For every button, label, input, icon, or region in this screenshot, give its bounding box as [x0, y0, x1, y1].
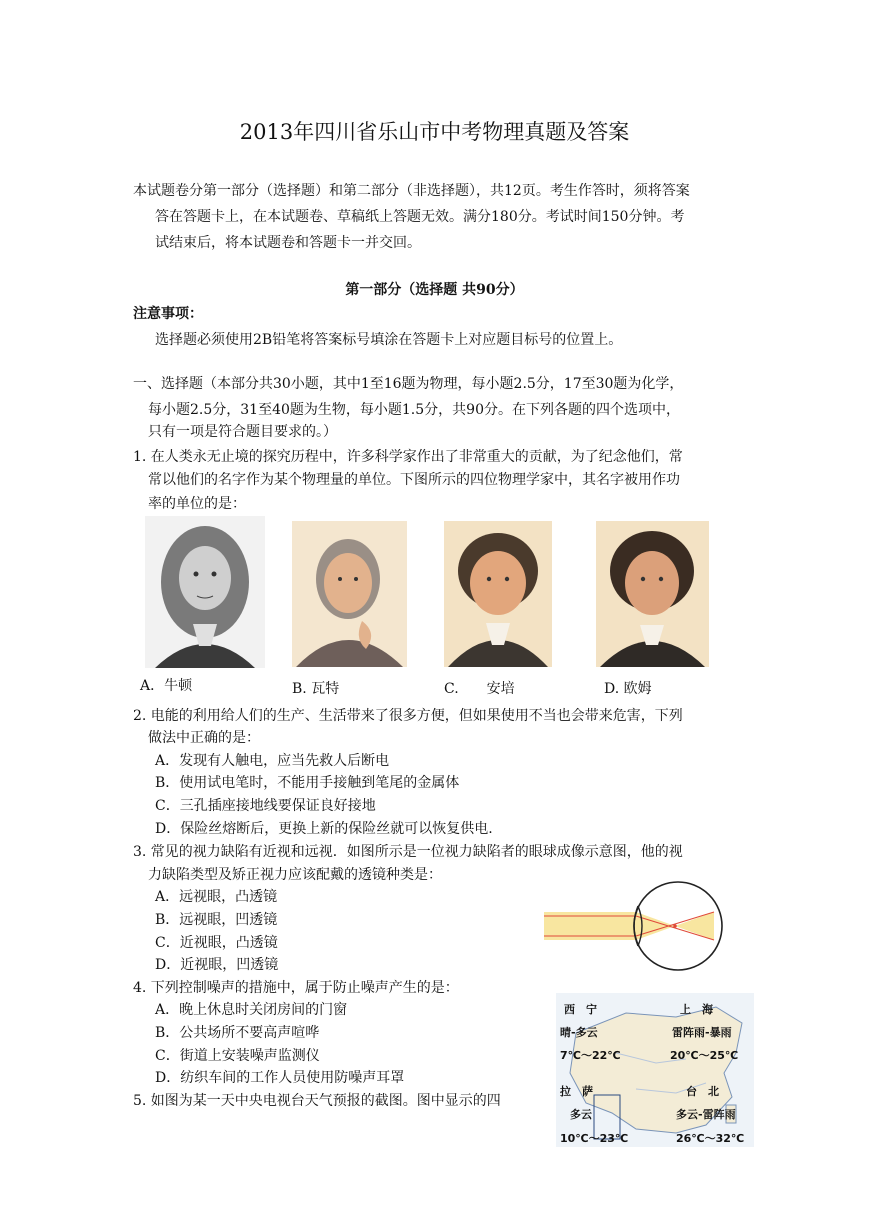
q1-line-3: 率的单位的是：	[148, 496, 246, 512]
notice-heading: 注意事项：	[133, 306, 203, 322]
q3-line-2: 力缺陷类型及矫正视力应该配戴的透镜种类是：	[148, 867, 442, 883]
q2-line-1: 2. 电能的利用给人们的生产、生活带来了很多方便，但如果使用不当也会带来危害，下列	[133, 708, 683, 724]
newton-portrait	[145, 516, 265, 668]
q1-option-d: D. 欧姆	[604, 681, 652, 697]
q4-option-d: D．纺织车间的工作人员使用防噪声耳罩	[155, 1070, 405, 1086]
shanghai-city: 上 海	[680, 1003, 713, 1016]
shanghai-weather: 雷阵雨-暴雨	[672, 1026, 732, 1039]
q2-option-d: D．保险丝熔断后，更换上新的保险丝就可以恢复供电.	[155, 821, 493, 837]
lasa-temp: 10℃～23℃	[560, 1132, 629, 1145]
q4-stem: 4. 下列控制噪声的措施中，属于防止噪声产生的是：	[133, 980, 459, 996]
taibei-city: 台 北	[686, 1085, 719, 1098]
q2-option-b: B．使用试电笔时，不能用手接触到笔尾的金属体	[155, 775, 460, 791]
q2-option-c: C．三孔插座接地线要保证良好接地	[155, 798, 376, 814]
part1-heading: 第一部分（选择题 共90分）	[345, 282, 524, 298]
lasa-weather: 多云	[570, 1108, 592, 1121]
xining-weather: 晴-多云	[560, 1026, 598, 1039]
q1-option-c: C. 安培	[444, 681, 515, 697]
q3-option-b: B．远视眼，凹透镜	[155, 912, 278, 928]
q3-option-a: A．远视眼，凸透镜	[155, 889, 278, 905]
q4-option-a: A．晚上休息时关闭房间的门窗	[155, 1002, 348, 1018]
section-line-3: 只有一项是符合题目要求的。）	[148, 424, 337, 440]
xining-city: 西 宁	[564, 1003, 597, 1016]
q3-line-1: 3. 常见的视力缺陷有近视和远视．如图所示是一位视力缺陷者的眼球成像示意图，他的视	[133, 844, 683, 860]
page-title: 2013年四川省乐山市中考物理真题及答案	[239, 120, 630, 144]
intro-line-2: 答在答题卡上，在本试题卷、草稿纸上答题无效。满分180分。考试时间150分钟。考	[155, 209, 685, 225]
eye-diagram	[538, 878, 748, 974]
q1-line-1: 1. 在人类永无止境的探究历程中，许多科学家作出了非常重大的贡献，为了纪念他们，常	[133, 449, 683, 465]
lasa-city: 拉 萨	[560, 1085, 593, 1098]
section-line-1: 一、选择题（本部分共30小题，其中1至16题为物理，每小题2.5分，17至30题为化学，	[133, 376, 684, 392]
notice-text: 选择题必须使用2B铅笔将答案标号填涂在答题卡上对应题目标号的位置上。	[155, 332, 623, 348]
q4-option-b: B．公共场所不要高声喧哗	[155, 1025, 320, 1041]
taibei-weather: 多云-雷阵雨	[676, 1108, 736, 1121]
taibei-temp: 26℃～32℃	[676, 1132, 745, 1145]
section-line-2: 每小题2.5分，31至40题为生物，每小题1.5分，共90分。在下列各题的四个选项中，	[148, 402, 680, 418]
q3-option-c: C．近视眼，凸透镜	[155, 935, 278, 951]
intro-line-1: 本试题卷分第一部分（选择题）和第二部分（非选择题），共12页。考生作答时，须将答案	[133, 183, 690, 199]
weather-map	[556, 993, 754, 1147]
intro-line-3: 试结束后，将本试题卷和答题卡一并交回。	[155, 235, 421, 251]
q1-line-2: 常以他们的名字作为某个物理量的单位。下图所示的四位物理学家中，其名字被用作功	[148, 472, 680, 488]
q2-line-2: 做法中正确的是：	[148, 730, 260, 746]
q5-stem: 5. 如图为某一天中央电视台天气预报的截图。图中显示的四	[133, 1093, 501, 1109]
q2-option-a: A．发现有人触电，应当先救人后断电	[155, 753, 390, 769]
shanghai-temp: 20℃～25℃	[670, 1049, 739, 1062]
q1-option-a: A．牛顿	[140, 678, 193, 694]
xining-temp: 7℃～22℃	[560, 1049, 621, 1062]
watt-portrait	[292, 521, 407, 667]
q3-option-d: D．近视眼，凹透镜	[155, 957, 279, 973]
q4-option-c: C．街道上安装噪声监测仪	[155, 1048, 320, 1064]
q1-option-b: B. 瓦特	[292, 681, 340, 697]
ampere-portrait	[444, 521, 552, 667]
ohm-portrait	[596, 521, 709, 667]
